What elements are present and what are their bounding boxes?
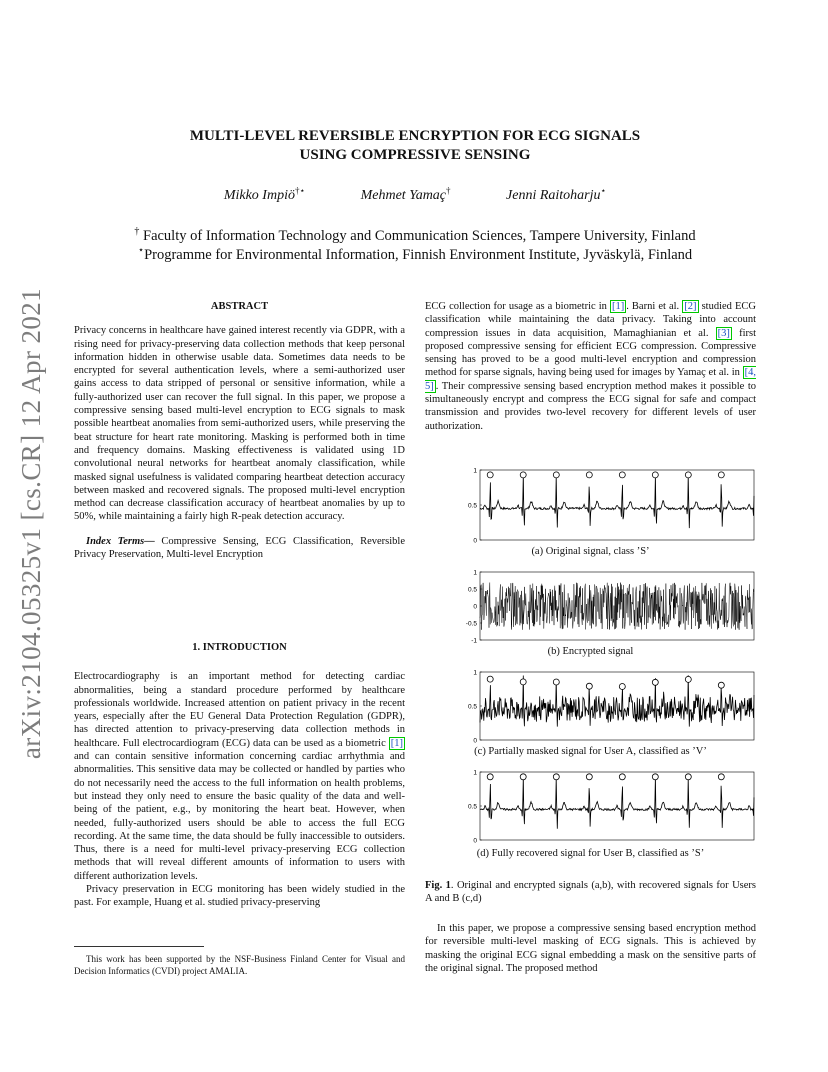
author — [223, 185, 306, 203]
paragraph-text: ECG collection for usage as a biometric in — [425, 301, 610, 312]
r-peak-marker — [553, 472, 559, 478]
footnote — [74, 953, 405, 977]
r-peak-marker — [619, 774, 625, 780]
y-tick-label: -1 — [471, 637, 477, 644]
plot-frame — [480, 470, 754, 540]
r-peak-marker — [520, 679, 526, 685]
figure-label: Fig. 1 — [425, 880, 451, 891]
r-peak-marker — [553, 774, 559, 780]
subfigure-caption: (a) Original signal, class ’S’ — [531, 546, 650, 557]
paragraph-text: Electrocardiography is an important method for detecting cardiac abnormalities, being a standard procedure performed by healthcare professionals worldwide. Increased attention on patient privacy in the recent years, especially after the EU General Data Protection Regulation (GDPR), has directed attention to privacy-preserving data collection methods in healthcare. Full electrocardiogram (ECG) data can be used as a biometric — [74, 671, 405, 749]
r-peak-marker — [718, 682, 724, 688]
r-peak-marker — [685, 676, 691, 682]
figure-caption — [425, 879, 756, 906]
citation-link[interactable]: [1] — [611, 301, 625, 312]
author-list — [120, 185, 710, 204]
paragraph-text: studied ECG classification while maintaining the data privacy. Taking into account compression issues in data acquisition, Mamaghianian et al. — [425, 301, 756, 339]
intro-continued-paragraph — [425, 300, 756, 433]
affiliation-text: Faculty of Information Technology and Communication Sciences, Tampere University, Finland — [139, 227, 696, 244]
ecg-plot-recovered — [462, 766, 762, 846]
abstract-heading: ABSTRACT — [210, 301, 269, 312]
author-mark: ⋆ — [600, 185, 607, 195]
figure-caption-text: . Original and encrypted signals (a,b), with recovered signals for Users A and B (c,d) — [425, 880, 756, 905]
r-peak-marker — [586, 774, 592, 780]
affiliation — [60, 245, 770, 264]
r-peak-marker — [652, 774, 658, 780]
paragraph-text: and can contain sensitive information concerning cardiac arrhythmia and abnormalities. This sensitive data may be collected or handled by parties who do not necessarily need the access to the full information on health problems, but instead they only need to ensure the basic quality of the data and well-being of the patient, e.g., by monitoring the heart beat. However, when needed, fully-authorized users should be able to access the full ECG recording. At the same time, the data should be fully inaccessible to outsiders. Thus, there is a need for multi-level privacy-preserving ECG collection methods that will reveal different amounts of information to users with different authorization levels. — [74, 751, 405, 882]
y-tick-label: -0.5 — [465, 620, 477, 628]
right-column-intro — [425, 300, 756, 433]
introduction-paragraph — [74, 670, 405, 883]
y-tick-label: 0 — [473, 737, 477, 745]
author-name: Mehmet Yamaç — [360, 187, 447, 203]
footnote-rule — [74, 946, 204, 947]
y-tick-label: 1 — [473, 569, 477, 577]
y-tick-label: 1 — [473, 769, 477, 777]
paragraph-text: first proposed compressive sensing for efficient ECG compression. Compressive sensing has proved to be a good multi-level encryption and compression method for sparse signals, having being used for images by Yamaç et al. in — [425, 327, 756, 379]
y-tick-label: 0.5 — [467, 703, 477, 711]
author-name: Mikko Impiö — [223, 187, 295, 203]
abstract-body: Privacy concerns in healthcare have gained interest recently via GDPR, with a rising need for privacy-preserving data collection methods that keep personal information hidden in otherwise usable data. Sometimes data needs to be encrypted for several authentication levels, where a semi-authorized user gains access to data stripped of personal or sensitive information, while a fully-authorized user can recover the full signal. In this paper, we propose a compressive sensing based multi-level encryption to ECG signals to mask possible heartbeat anomalies from semi-authorized users, while preserving the beat structure for heart rate monitoring. Masking is performed both in time and frequency domains. Masking effectiveness is validated using 1D convolutional neural networks for heartbeat anomaly classification, while masked signal usefulness is validated comparing heartbeat detection accuracy between masked and recovered signals. The proposed multi-level encryption method can decrease classification accuracy of heartbeat anomalies by up to 50%, while maintaining a fairly high R-peak detection accuracy. — [74, 325, 405, 523]
citation-link[interactable]: [1] — [390, 737, 403, 749]
index-terms-label: Index Terms— — [86, 535, 155, 547]
affiliation — [60, 226, 770, 245]
y-tick-label: 1 — [473, 467, 477, 475]
y-tick-label: 0.5 — [467, 803, 477, 811]
ecg-plot-encrypted — [462, 566, 762, 644]
r-peak-marker — [652, 472, 658, 478]
citation-link[interactable]: [3] — [717, 327, 730, 339]
r-peak-marker — [619, 472, 625, 478]
author-name: Jenni Raitoharju — [506, 187, 601, 203]
citation-link[interactable]: [2] — [684, 301, 697, 312]
y-tick-label: 0 — [473, 537, 477, 545]
ecg-trace — [480, 474, 754, 528]
subfigure-caption: (c) Partially masked signal for User A, classified as ’V’ — [474, 746, 707, 757]
r-peak-marker — [553, 679, 559, 685]
footnote-text: This work has been supported by the NSF-Business Finland Center for Visual and Decision Informatics (CVDI) project AMALIA. — [74, 954, 405, 976]
subfigure-caption: (b) Encrypted signal — [547, 646, 634, 657]
r-peak-marker — [685, 774, 691, 780]
abstract-section — [74, 300, 405, 561]
r-peak-marker — [520, 472, 526, 478]
ecg-plot-partially-masked — [462, 666, 762, 746]
y-tick-label: 0.5 — [467, 586, 477, 594]
r-peak-marker — [586, 683, 592, 689]
r-peak-marker — [652, 679, 658, 685]
ecg-trace — [480, 776, 754, 829]
index-terms-text: Compressive Sensing, ECG Classification, Reversible Privacy Preservation, Multi-level Encryption — [74, 535, 405, 561]
y-tick-label: 0.5 — [467, 502, 477, 510]
y-tick-label: 1 — [473, 669, 477, 677]
introduction-paragraph: Privacy preservation in ECG monitoring has been widely studied in the past. For example, Huang et al. studied privacy-preserving — [74, 884, 405, 909]
paragraph-text: . Their compressive sensing based encryption method makes it possible to simultaneously encrypt and compress the ECG signal for safe and compact transmission and provides two-level recovery for different levels of user authorization. — [425, 380, 756, 432]
paragraph-text: . Barni et al. — [626, 301, 683, 312]
introduction-section — [74, 641, 405, 910]
r-peak-marker — [718, 472, 724, 478]
y-tick-label: 0 — [473, 837, 477, 845]
citation-link[interactable]: [4, 5] — [425, 367, 756, 392]
affiliation-mark: † — [134, 226, 140, 237]
author-mark: †⋆ — [294, 185, 306, 195]
y-tick-label: 0 — [473, 603, 477, 611]
r-peak-marker — [487, 472, 493, 478]
affiliation-mark: ⋆ — [137, 245, 145, 256]
r-peak-marker — [718, 774, 724, 780]
author — [506, 185, 607, 203]
r-peak-marker — [520, 774, 526, 780]
body-paragraph: In this paper, we propose a compressive sensing based encryption method for reversible multi-level masking of ECG signals. This is achieved by masking the original ECG signal embedding a mask on the sensitive parts of the original signal. The proposed method — [425, 923, 756, 974]
title-line-1: MULTI-LEVEL REVERSIBLE ENCRYPTION FOR ECG SIGNALS — [189, 128, 641, 144]
affiliation-text: Programme for Environmental Information, Finnish Environment Institute, Jyväskylä, Finland — [144, 246, 693, 263]
index-terms — [74, 535, 405, 562]
author-mark: † — [446, 185, 451, 195]
right-column-body — [425, 922, 756, 975]
r-peak-marker — [487, 676, 493, 682]
subfigure-caption: (d) Fully recovered signal for User B, classified as ’S’ — [476, 848, 705, 859]
ecg-plot-original — [462, 464, 762, 546]
introduction-heading: 1. INTRODUCTION — [192, 642, 287, 653]
r-peak-marker — [487, 774, 493, 780]
arxiv-identifier-text: arXiv:2104.05325v1 [cs.CR] 12 Apr 2021 — [16, 287, 47, 759]
ecg-trace — [480, 583, 754, 630]
paper-title — [120, 127, 710, 165]
r-peak-marker — [619, 684, 625, 690]
r-peak-marker — [685, 472, 691, 478]
title-line-2: USING COMPRESSIVE SENSING — [299, 147, 531, 163]
author — [360, 185, 451, 203]
r-peak-marker — [586, 472, 592, 478]
arxiv-identifier — [6, 288, 58, 758]
